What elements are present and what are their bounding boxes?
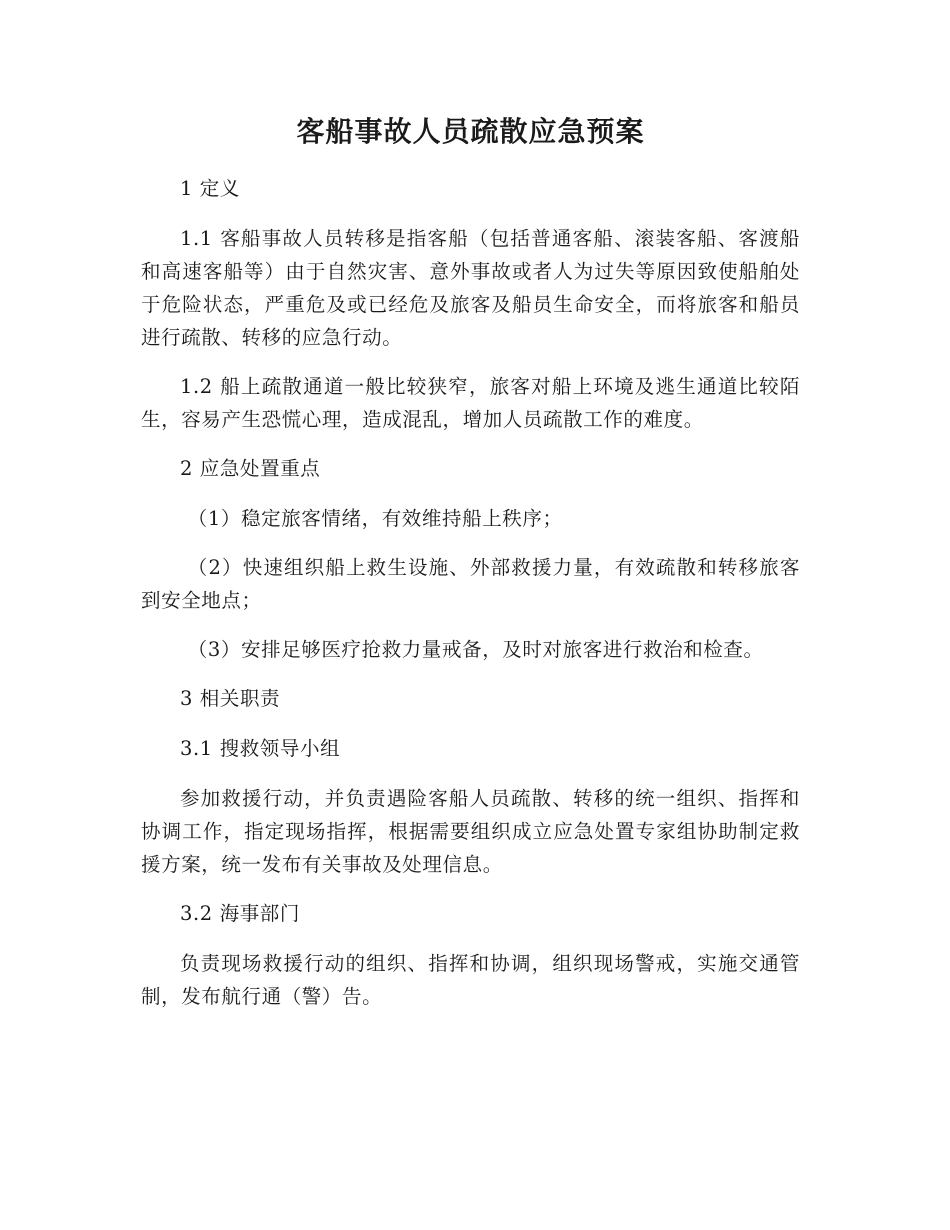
list-item-2-1: （1）稳定旅客情绪，有效维持船上秩序； [187,507,563,530]
body-paragraph-3-2: 负责现场救援行动的组织、指挥和协调，组织现场警戒，实施交通管制，发布航行通（警）告。 [141,952,800,1008]
subsection-heading-3-1: 3.1 搜救领导小组 [180,737,341,760]
document-title: 客船事故人员疏散应急预案 [296,115,645,148]
subsection-heading-3-2: 3.2 海事部门 [180,902,301,925]
body-paragraph-3-1: 参加救援行动，并负责遇险客船人员疏散、转移的统一组织、指挥和协调工作，指定现场指挥，根据需要组织成立应急处置专家组协助制定救援方案，统一发布有关事故及处理信息。 [141,787,800,876]
list-item-2-3: （3）安排足够医疗抢救力量戒备，及时对旅客进行救治和检查。 [187,638,764,661]
section-heading-1: 1 定义 [180,177,241,200]
body-paragraph-1-2: 1.2 船上疏散通道一般比较狭窄，旅客对船上环境及逃生通道比较陌生，容易产生恐慌心理，造成混乱，增加人员疏散工作的难度。 [141,375,800,431]
section-heading-2: 2 应急处置重点 [180,457,321,480]
section-heading-3: 3 相关职责 [180,687,281,710]
list-item-2-2: （2）快速组织船上救生设施、外部救援力量，有效疏散和转移旅客到安全地点； [141,556,800,612]
body-paragraph-1-1: 1.1 客船事故人员转移是指客船（包括普通客船、滚装客船、客渡船和高速客船等）由于自然灾害、意外事故或者人为过失等原因致使船舶处于危险状态，严重危及或已经危及旅客及船员生命安全，而将旅客和船员进行疏散、转移的应急行动。 [141,227,800,349]
